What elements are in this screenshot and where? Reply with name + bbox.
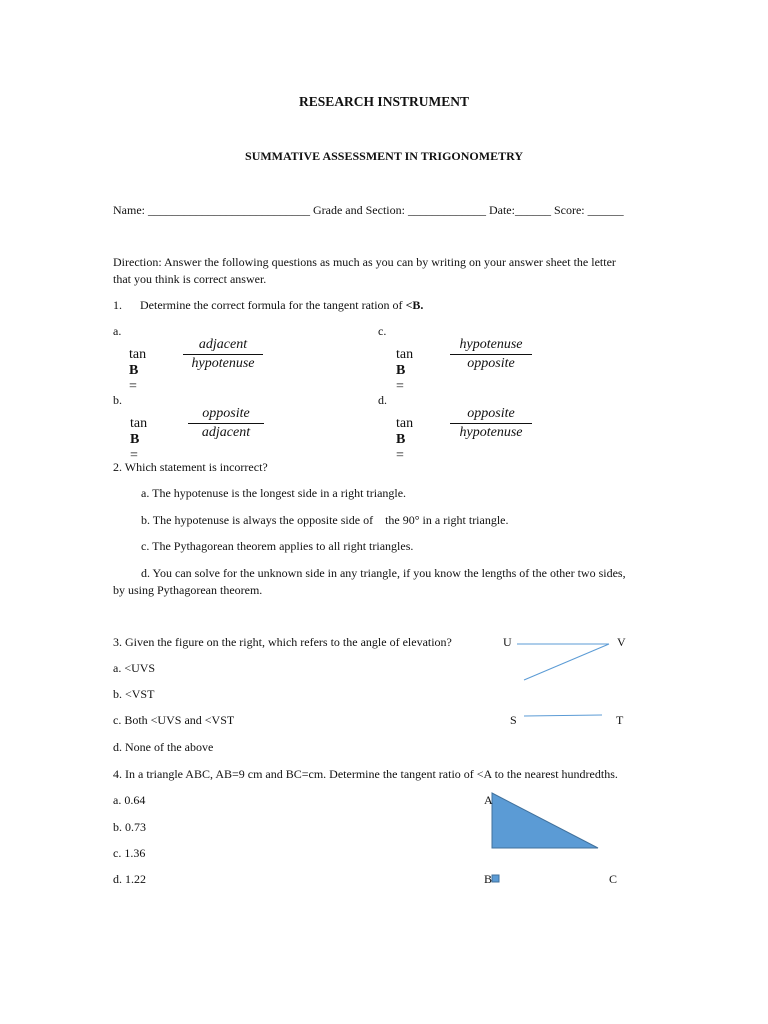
q4-option-c: c. 1.36 xyxy=(113,846,146,860)
q2-option-c: c. The Pythagorean theorem applies to all right triangles. xyxy=(141,539,414,553)
q1-option-c-numerator: hypotenuse xyxy=(459,337,523,352)
q4-label-c: C xyxy=(609,872,618,886)
q1-question-emphasis: <B. xyxy=(405,298,424,312)
q3-question: 3. Given the figure on the right, which refers to the angle of elevation? xyxy=(113,635,452,649)
q1-option-d-denominator: hypotenuse xyxy=(459,425,523,440)
q3-option-d: d. None of the above xyxy=(113,740,214,754)
q3-label-u: U xyxy=(503,635,512,649)
page-subtitle: SUMMATIVE ASSESSMENT IN TRIGONOMETRY xyxy=(245,149,523,163)
q3-line-st xyxy=(524,715,602,716)
q4-label-b: B xyxy=(484,872,493,886)
q4-label-a: A xyxy=(484,793,493,807)
q4-right-angle-marker xyxy=(492,875,499,882)
q2-question: 2. Which statement is incorrect? xyxy=(113,460,268,474)
q1-number: 1. xyxy=(113,298,122,312)
q1-option-a-denominator: hypotenuse xyxy=(191,356,255,371)
q3-line-vs xyxy=(524,644,609,680)
q1-option-b-letter: b. xyxy=(113,393,122,407)
q2-option-a: a. The hypotenuse is the longest side in a right triangle. xyxy=(141,486,407,500)
q1-option-b-lhs: tan B = xyxy=(130,416,148,463)
variable-b: B xyxy=(396,432,406,447)
q1-option-c-denominator: opposite xyxy=(467,356,515,371)
q4-option-a: a. 0.64 xyxy=(113,793,146,807)
page-title: RESEARCH INSTRUMENT xyxy=(299,94,469,109)
q3-label-t: T xyxy=(616,713,624,727)
direction-line-2: that you think is correct answer. xyxy=(113,272,267,286)
q1-option-a-lhs: tan B = xyxy=(129,347,147,394)
q1-option-b-numerator: opposite xyxy=(202,406,250,421)
q1-option-d-numerator: opposite xyxy=(467,406,515,421)
q4-question: 4. In a triangle ABC, AB=9 cm and BC=cm. Determine the tangent ratio of <A to the nearest hundredths. xyxy=(113,767,618,781)
variable-b: B xyxy=(129,363,139,378)
q1-option-c-letter: c. xyxy=(378,324,387,338)
variable-b: B xyxy=(396,363,406,378)
student-info-line: Name: ___________________________ Grade and Section: _____________ Date:______ Score: ______ xyxy=(113,203,624,217)
q2-option-d-line-2: by using Pythagorean theorem. xyxy=(113,583,263,597)
q1-option-d-lhs: tan B = xyxy=(396,416,414,463)
direction-line-1: Direction: Answer the following questions as much as you can by writing on your answer sheet the letter xyxy=(113,255,616,269)
q4-option-d: d. 1.22 xyxy=(113,872,146,886)
variable-b: B xyxy=(130,432,140,447)
q4-option-b: b. 0.73 xyxy=(113,820,146,834)
q3-label-s: S xyxy=(510,713,517,727)
q1-option-d-letter: d. xyxy=(378,393,387,407)
q2-option-b: b. The hypotenuse is always the opposite side of the 90° in a right triangle. xyxy=(141,513,509,527)
q1-option-b-denominator: adjacent xyxy=(201,425,251,440)
q1-option-a-letter: a. xyxy=(113,324,122,338)
q3-option-c: c. Both <UVS and <VST xyxy=(113,713,235,727)
q4-triangle xyxy=(492,793,598,848)
q3-option-a: a. <UVS xyxy=(113,661,156,675)
q2-option-d-line-1: d. You can solve for the unknown side in any triangle, if you know the lengths of the other two sides, xyxy=(141,566,626,580)
q3-label-v: V xyxy=(617,635,626,649)
q1-option-c-lhs: tan B = xyxy=(396,347,414,394)
q1-question-text: Determine the correct formula for the tangent ration of xyxy=(140,298,403,312)
q3-option-b: b. <VST xyxy=(113,687,155,701)
q1-option-a-numerator: adjacent xyxy=(198,337,248,352)
